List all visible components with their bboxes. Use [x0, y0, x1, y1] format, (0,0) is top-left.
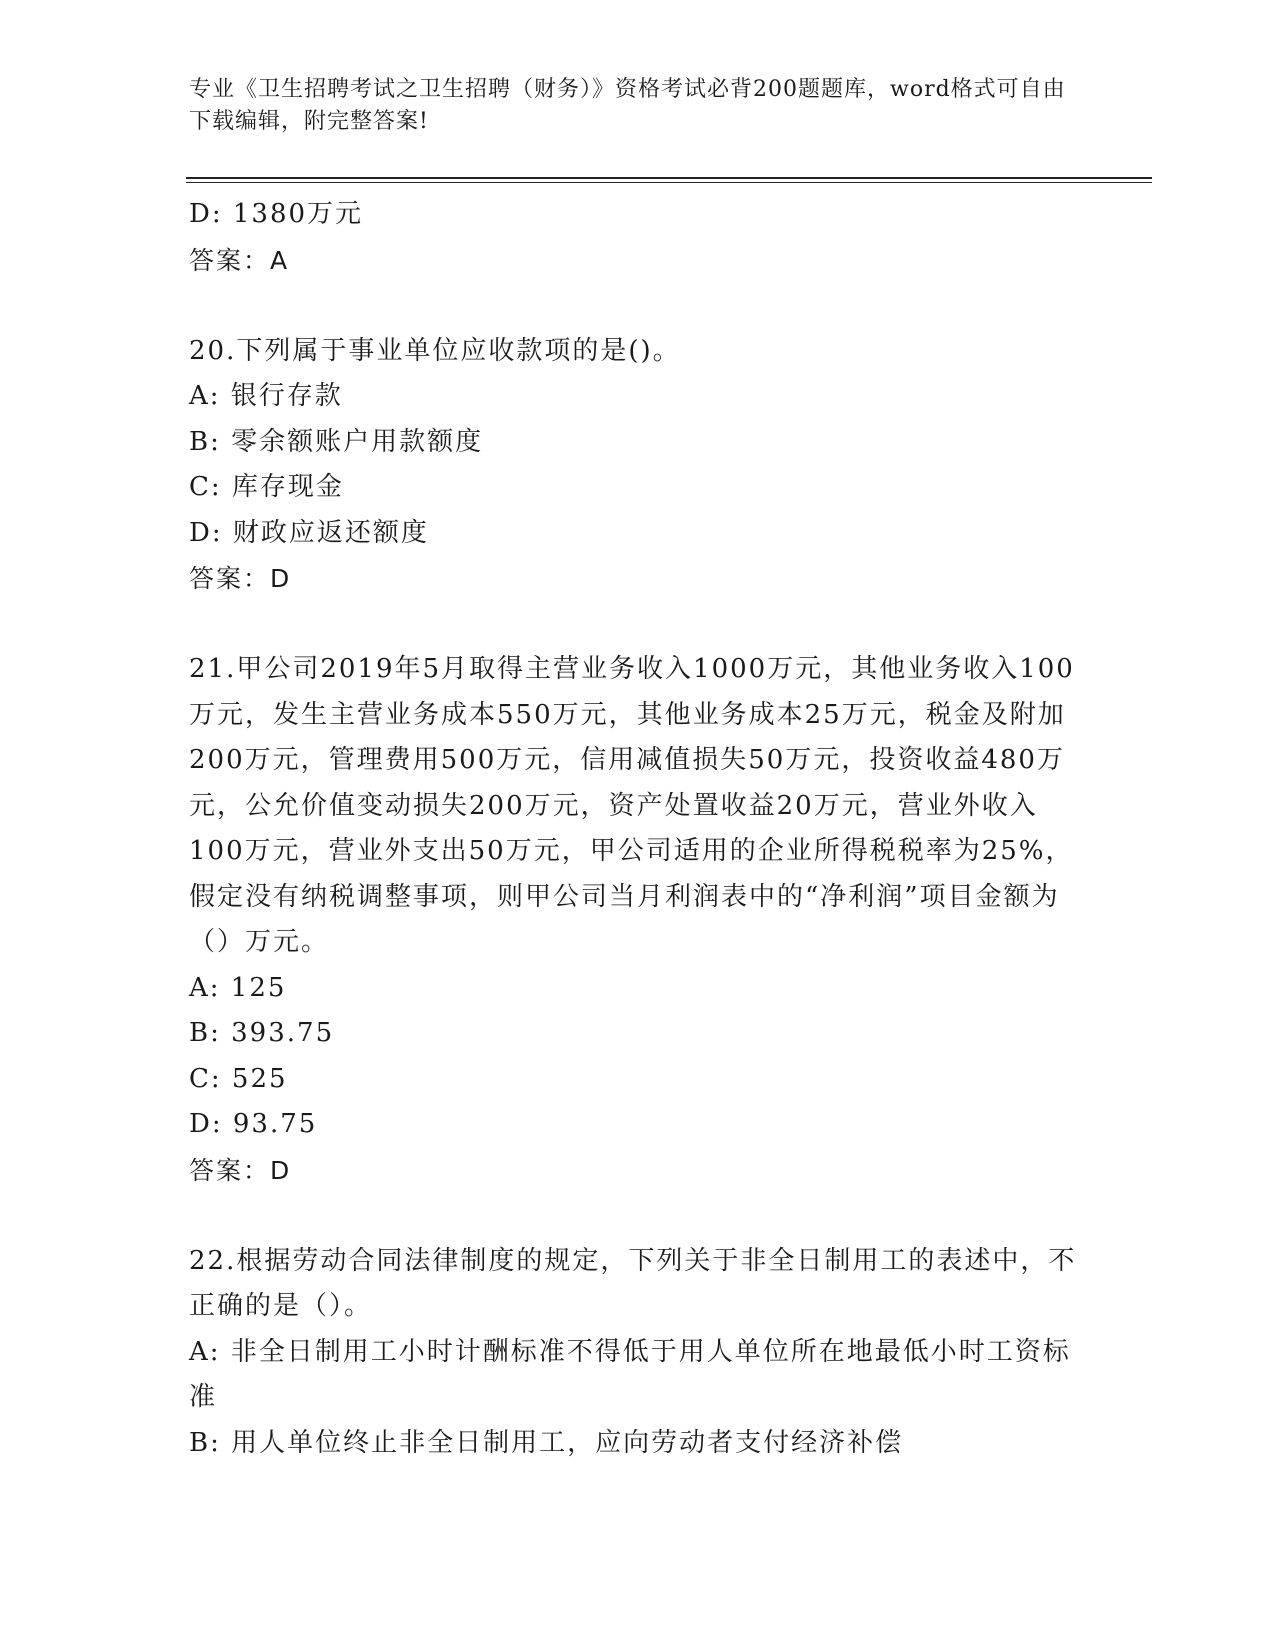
q20-option-d: D: 财政应返还额度 — [189, 517, 429, 548]
q21-option-c: C: 525 — [189, 1063, 288, 1094]
q19-answer: 答案：A — [189, 245, 290, 275]
q21-answer: 答案：D — [189, 1155, 292, 1185]
q21-option-a: A: 125 — [189, 972, 287, 1003]
q20-stem: 20.下列属于事业单位应收款项的是()。 — [189, 335, 681, 366]
q20-option-a: A: 银行存款 — [189, 381, 343, 411]
q19-option-d: D: 1380万元 — [189, 199, 364, 229]
q22-stem: 22.根据劳动合同法律制度的规定，下列关于非全日制用工的表述中，不正确的是（）。 — [189, 1245, 1077, 1321]
question-content — [189, 192, 1089, 1466]
q21-option-b: B: 393.75 — [189, 1018, 335, 1048]
q20-option-c: C: 库存现金 — [189, 472, 344, 502]
header-rule-thin — [186, 182, 1152, 183]
document-title: 专业《卫生招聘考试之卫生招聘（财务）》资格考试必背200题题库，word格式可自由下载编辑，附完整答案! — [189, 77, 1066, 134]
q21-stem: 21.甲公司2019年5月取得主营业务收入1000万元，其他业务收入100万元，发生主营业务成本550万元，其他业务成本25万元，税金及附加200万元，管理费用500万元，信用减值损失50万元，投资收益480万元，公允价值变动损失200万元，资产处置收益20万元，营业外收入100万元，营业外支出50万元，甲公司适用的企业所得税税率为25%，假定没有纳税调整事项，则甲公司当月利润表中的“净利润”项目金额为（）万元。 — [189, 654, 1075, 957]
q22-option-b: B: 用人单位终止非全日制用工，应向劳动者支付经济补偿 — [189, 1427, 904, 1458]
q22-option-a: A: 非全日制用工小时计酬标准不得低于用人单位所在地最低小时工资标准 — [189, 1336, 1071, 1412]
header-rule-thick — [186, 177, 1152, 179]
spacer — [189, 283, 1089, 329]
spacer — [189, 602, 1089, 648]
q21-option-d: D: 93.75 — [189, 1109, 318, 1139]
document-header — [189, 74, 1069, 138]
q20-option-b: B: 零余额账户用款额度 — [189, 426, 484, 457]
q20-answer: 答案：D — [189, 564, 292, 593]
spacer — [189, 1193, 1089, 1239]
